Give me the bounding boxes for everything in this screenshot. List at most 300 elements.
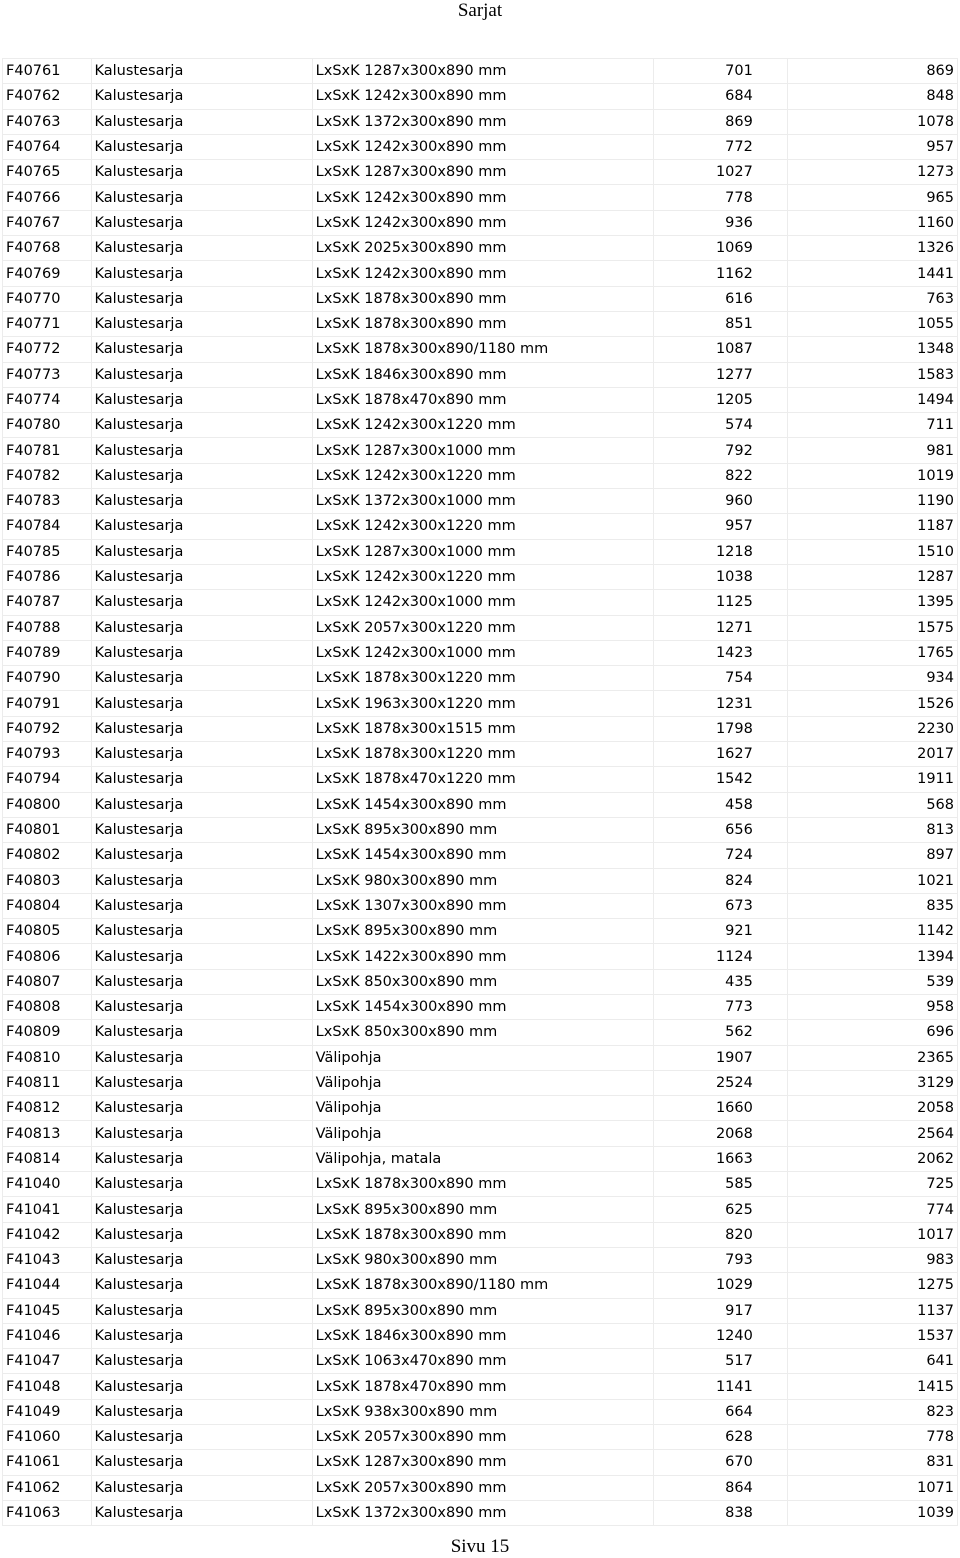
table-row [3, 994, 958, 1019]
table-row [3, 210, 958, 235]
price-vat-cell: 1287 [787, 564, 957, 589]
table-row [3, 1121, 958, 1146]
price-vat-cell: 2564 [787, 1121, 957, 1146]
product-type-cell: Kalustesarja [91, 185, 312, 210]
product-code-cell: F40768 [3, 236, 92, 261]
price-vat-cell: 539 [787, 969, 957, 994]
price-cell: 562 [654, 1020, 788, 1045]
price-vat-cell: 1765 [787, 640, 957, 665]
price-vat-cell: 869 [787, 59, 957, 84]
table-row [3, 1222, 958, 1247]
product-code-cell: F40792 [3, 716, 92, 741]
product-code-cell: F41041 [3, 1197, 92, 1222]
product-code-cell: F40804 [3, 893, 92, 918]
price-cell: 673 [654, 893, 788, 918]
product-code-cell: F40763 [3, 109, 92, 134]
product-type-cell: Kalustesarja [91, 1172, 312, 1197]
description-cell: LxSxK 895x300x890 mm [312, 817, 653, 842]
description-cell: Välipohja [312, 1121, 653, 1146]
table-row [3, 59, 958, 84]
price-vat-cell: 983 [787, 1247, 957, 1272]
table-row [3, 944, 958, 969]
product-code-cell: F40780 [3, 413, 92, 438]
product-code-cell: F40806 [3, 944, 92, 969]
price-cell: 1124 [654, 944, 788, 969]
description-cell: LxSxK 1242x300x890 mm [312, 84, 653, 109]
table-row [3, 413, 958, 438]
price-cell: 1798 [654, 716, 788, 741]
description-cell: LxSxK 1454x300x890 mm [312, 994, 653, 1019]
price-vat-cell: 965 [787, 185, 957, 210]
description-cell: LxSxK 895x300x890 mm [312, 1298, 653, 1323]
price-cell: 1205 [654, 387, 788, 412]
product-code-cell: F40805 [3, 919, 92, 944]
price-vat-cell: 774 [787, 1197, 957, 1222]
product-type-cell: Kalustesarja [91, 1273, 312, 1298]
table-row [3, 1273, 958, 1298]
description-cell: LxSxK 2057x300x890 mm [312, 1475, 653, 1500]
description-cell: LxSxK 1242x300x1220 mm [312, 514, 653, 539]
price-vat-cell: 1017 [787, 1222, 957, 1247]
product-code-cell: F40783 [3, 489, 92, 514]
price-vat-cell: 981 [787, 438, 957, 463]
table-row [3, 691, 958, 716]
page-title: Sarjat [457, 0, 503, 21]
price-vat-cell: 1137 [787, 1298, 957, 1323]
price-cell: 869 [654, 109, 788, 134]
product-code-cell: F40764 [3, 134, 92, 159]
table-row [3, 438, 958, 463]
price-cell: 820 [654, 1222, 788, 1247]
product-code-cell: F40766 [3, 185, 92, 210]
description-cell: LxSxK 1242x300x890 mm [312, 185, 653, 210]
description-cell: LxSxK 1878x300x890 mm [312, 1172, 653, 1197]
product-type-cell: Kalustesarja [91, 919, 312, 944]
product-type-cell: Kalustesarja [91, 438, 312, 463]
table-row [3, 1172, 958, 1197]
price-vat-cell: 641 [787, 1349, 957, 1374]
price-vat-cell: 778 [787, 1425, 957, 1450]
price-vat-cell: 1537 [787, 1323, 957, 1348]
product-type-cell: Kalustesarja [91, 640, 312, 665]
product-code-cell: F40802 [3, 843, 92, 868]
price-cell: 824 [654, 868, 788, 893]
product-type-cell: Kalustesarja [91, 413, 312, 438]
price-vat-cell: 1911 [787, 767, 957, 792]
product-type-cell: Kalustesarja [91, 666, 312, 691]
description-cell: LxSxK 1287x300x890 mm [312, 160, 653, 185]
description-cell: LxSxK 1242x300x1220 mm [312, 564, 653, 589]
table-row [3, 969, 958, 994]
price-cell: 838 [654, 1500, 788, 1525]
product-type-cell: Kalustesarja [91, 463, 312, 488]
price-vat-cell: 1583 [787, 362, 957, 387]
product-type-cell: Kalustesarja [91, 210, 312, 235]
price-cell: 1231 [654, 691, 788, 716]
price-cell: 1423 [654, 640, 788, 665]
description-cell: LxSxK 1878x300x1220 mm [312, 666, 653, 691]
product-type-cell: Kalustesarja [91, 236, 312, 261]
description-cell: LxSxK 938x300x890 mm [312, 1399, 653, 1424]
price-cell: 2524 [654, 1070, 788, 1095]
price-cell: 517 [654, 1349, 788, 1374]
product-type-cell: Kalustesarja [91, 362, 312, 387]
product-code-cell: F40770 [3, 286, 92, 311]
price-vat-cell: 848 [787, 84, 957, 109]
product-type-cell: Kalustesarja [91, 1399, 312, 1424]
description-cell: LxSxK 1287x300x890 mm [312, 59, 653, 84]
product-type-cell: Kalustesarja [91, 792, 312, 817]
price-cell: 921 [654, 919, 788, 944]
description-cell: Välipohja, matala [312, 1146, 653, 1171]
description-cell: LxSxK 1242x300x890 mm [312, 134, 653, 159]
price-cell: 1027 [654, 160, 788, 185]
product-code-cell: F41048 [3, 1374, 92, 1399]
product-code-cell: F40807 [3, 969, 92, 994]
description-cell: LxSxK 1242x300x890 mm [312, 210, 653, 235]
price-vat-cell: 1510 [787, 539, 957, 564]
description-cell: LxSxK 1372x300x1000 mm [312, 489, 653, 514]
table-row [3, 1399, 958, 1424]
price-vat-cell: 823 [787, 1399, 957, 1424]
price-vat-cell: 711 [787, 413, 957, 438]
price-vat-cell: 1055 [787, 311, 957, 336]
price-cell: 917 [654, 1298, 788, 1323]
price-cell: 773 [654, 994, 788, 1019]
price-vat-cell: 835 [787, 893, 957, 918]
price-vat-cell: 696 [787, 1020, 957, 1045]
description-cell: LxSxK 1307x300x890 mm [312, 893, 653, 918]
product-type-cell: Kalustesarja [91, 843, 312, 868]
description-cell: LxSxK 1287x300x1000 mm [312, 438, 653, 463]
price-cell: 1907 [654, 1045, 788, 1070]
price-cell: 1277 [654, 362, 788, 387]
description-cell: LxSxK 895x300x890 mm [312, 919, 653, 944]
product-code-cell: F40765 [3, 160, 92, 185]
product-code-cell: F41063 [3, 1500, 92, 1525]
description-cell: LxSxK 1878x300x890 mm [312, 311, 653, 336]
price-cell: 960 [654, 489, 788, 514]
product-code-cell: F40769 [3, 261, 92, 286]
table-row [3, 1197, 958, 1222]
price-cell: 1218 [654, 539, 788, 564]
table-row [3, 1323, 958, 1348]
price-cell: 625 [654, 1197, 788, 1222]
table-row [3, 362, 958, 387]
price-cell: 1542 [654, 767, 788, 792]
price-cell: 701 [654, 59, 788, 84]
description-cell: LxSxK 1846x300x890 mm [312, 362, 653, 387]
table-row [3, 1374, 958, 1399]
price-cell: 616 [654, 286, 788, 311]
description-cell: LxSxK 980x300x890 mm [312, 868, 653, 893]
description-cell: LxSxK 1422x300x890 mm [312, 944, 653, 969]
price-vat-cell: 2230 [787, 716, 957, 741]
table-row [3, 236, 958, 261]
product-code-cell: F40774 [3, 387, 92, 412]
table-row [3, 1425, 958, 1450]
price-vat-cell: 1071 [787, 1475, 957, 1500]
product-code-cell: F41047 [3, 1349, 92, 1374]
description-cell: LxSxK 1242x300x890 mm [312, 261, 653, 286]
price-vat-cell: 3129 [787, 1070, 957, 1095]
product-code-cell: F41043 [3, 1247, 92, 1272]
description-cell: LxSxK 1287x300x1000 mm [312, 539, 653, 564]
table-row [3, 1247, 958, 1272]
price-cell: 864 [654, 1475, 788, 1500]
price-vat-cell: 763 [787, 286, 957, 311]
price-cell: 1271 [654, 615, 788, 640]
table-row [3, 843, 958, 868]
price-vat-cell: 1575 [787, 615, 957, 640]
price-cell: 458 [654, 792, 788, 817]
price-cell: 1240 [654, 1323, 788, 1348]
description-cell: LxSxK 1878x300x890 mm [312, 286, 653, 311]
product-type-cell: Kalustesarja [91, 1323, 312, 1348]
product-type-cell: Kalustesarja [91, 817, 312, 842]
table-row [3, 84, 958, 109]
table-row [3, 261, 958, 286]
product-code-cell: F40790 [3, 666, 92, 691]
product-type-cell: Kalustesarja [91, 893, 312, 918]
page-number: Sivu 15 [450, 1536, 510, 1557]
table-body [3, 59, 958, 1526]
price-vat-cell: 1348 [787, 337, 957, 362]
table-row [3, 185, 958, 210]
description-cell: LxSxK 1878x300x890/1180 mm [312, 1273, 653, 1298]
product-code-cell: F40794 [3, 767, 92, 792]
table-row [3, 109, 958, 134]
product-code-cell: F41044 [3, 1273, 92, 1298]
price-vat-cell: 897 [787, 843, 957, 868]
description-cell: LxSxK 1372x300x890 mm [312, 109, 653, 134]
table-row [3, 1096, 958, 1121]
description-cell: LxSxK 1878x300x890/1180 mm [312, 337, 653, 362]
product-type-cell: Kalustesarja [91, 1374, 312, 1399]
price-cell: 936 [654, 210, 788, 235]
table-row [3, 387, 958, 412]
product-code-cell: F41049 [3, 1399, 92, 1424]
table-row [3, 286, 958, 311]
product-type-cell: Kalustesarja [91, 767, 312, 792]
product-type-cell: Kalustesarja [91, 564, 312, 589]
price-vat-cell: 934 [787, 666, 957, 691]
price-vat-cell: 957 [787, 134, 957, 159]
price-cell: 851 [654, 311, 788, 336]
product-type-cell: Kalustesarja [91, 615, 312, 640]
price-cell: 792 [654, 438, 788, 463]
product-type-cell: Kalustesarja [91, 994, 312, 1019]
description-cell: LxSxK 1287x300x890 mm [312, 1450, 653, 1475]
price-cell: 793 [654, 1247, 788, 1272]
table-row [3, 742, 958, 767]
product-code-cell: F40809 [3, 1020, 92, 1045]
product-type-cell: Kalustesarja [91, 691, 312, 716]
price-cell: 1038 [654, 564, 788, 589]
product-code-cell: F40801 [3, 817, 92, 842]
description-cell: LxSxK 1878x470x890 mm [312, 387, 653, 412]
table-row [3, 817, 958, 842]
product-type-cell: Kalustesarja [91, 1475, 312, 1500]
price-cell: 778 [654, 185, 788, 210]
product-type-cell: Kalustesarja [91, 337, 312, 362]
product-type-cell: Kalustesarja [91, 311, 312, 336]
price-vat-cell: 568 [787, 792, 957, 817]
product-type-cell: Kalustesarja [91, 1500, 312, 1525]
description-cell: LxSxK 980x300x890 mm [312, 1247, 653, 1272]
product-type-cell: Kalustesarja [91, 134, 312, 159]
price-vat-cell: 1326 [787, 236, 957, 261]
product-table [2, 58, 958, 1526]
product-type-cell: Kalustesarja [91, 868, 312, 893]
price-vat-cell: 1275 [787, 1273, 957, 1298]
price-vat-cell: 1078 [787, 109, 957, 134]
product-code-cell: F40772 [3, 337, 92, 362]
table-row [3, 1020, 958, 1045]
table-row [3, 539, 958, 564]
table-row [3, 463, 958, 488]
product-code-cell: F40813 [3, 1121, 92, 1146]
table-row [3, 337, 958, 362]
product-type-cell: Kalustesarja [91, 84, 312, 109]
product-code-cell: F40814 [3, 1146, 92, 1171]
product-type-cell: Kalustesarja [91, 261, 312, 286]
table-row [3, 590, 958, 615]
description-cell: LxSxK 1242x300x1000 mm [312, 640, 653, 665]
product-type-cell: Kalustesarja [91, 742, 312, 767]
price-cell: 1141 [654, 1374, 788, 1399]
description-cell: LxSxK 1878x300x1515 mm [312, 716, 653, 741]
table-row [3, 1045, 958, 1070]
price-cell: 1029 [654, 1273, 788, 1298]
price-vat-cell: 1190 [787, 489, 957, 514]
product-code-cell: F41062 [3, 1475, 92, 1500]
product-type-cell: Kalustesarja [91, 716, 312, 741]
product-code-cell: F41046 [3, 1323, 92, 1348]
product-code-cell: F40761 [3, 59, 92, 84]
table-row [3, 134, 958, 159]
product-type-cell: Kalustesarja [91, 969, 312, 994]
product-code-cell: F41060 [3, 1425, 92, 1450]
description-cell: Välipohja [312, 1096, 653, 1121]
product-type-cell: Kalustesarja [91, 539, 312, 564]
price-vat-cell: 1021 [787, 868, 957, 893]
description-cell: LxSxK 1878x300x890 mm [312, 1222, 653, 1247]
product-type-cell: Kalustesarja [91, 1450, 312, 1475]
product-type-cell: Kalustesarja [91, 489, 312, 514]
table-row [3, 919, 958, 944]
table-row [3, 640, 958, 665]
price-cell: 656 [654, 817, 788, 842]
description-cell: LxSxK 2057x300x890 mm [312, 1425, 653, 1450]
price-cell: 1087 [654, 337, 788, 362]
description-cell: LxSxK 1878x470x890 mm [312, 1374, 653, 1399]
description-cell: LxSxK 1963x300x1220 mm [312, 691, 653, 716]
product-code-cell: F41042 [3, 1222, 92, 1247]
product-type-cell: Kalustesarja [91, 1247, 312, 1272]
price-cell: 754 [654, 666, 788, 691]
price-cell: 1125 [654, 590, 788, 615]
description-cell: LxSxK 1242x300x1220 mm [312, 413, 653, 438]
table-row [3, 666, 958, 691]
table-row [3, 767, 958, 792]
price-cell: 574 [654, 413, 788, 438]
product-code-cell: F40771 [3, 311, 92, 336]
description-cell: LxSxK 2025x300x890 mm [312, 236, 653, 261]
product-code-cell: F40810 [3, 1045, 92, 1070]
price-vat-cell: 813 [787, 817, 957, 842]
price-cell: 435 [654, 969, 788, 994]
product-code-cell: F40793 [3, 742, 92, 767]
product-type-cell: Kalustesarja [91, 1222, 312, 1247]
product-type-cell: Kalustesarja [91, 514, 312, 539]
description-cell: LxSxK 850x300x890 mm [312, 1020, 653, 1045]
description-cell: LxSxK 1454x300x890 mm [312, 843, 653, 868]
product-type-cell: Kalustesarja [91, 1146, 312, 1171]
table-row [3, 489, 958, 514]
product-code-cell: F40767 [3, 210, 92, 235]
product-type-cell: Kalustesarja [91, 1045, 312, 1070]
price-vat-cell: 2365 [787, 1045, 957, 1070]
price-cell: 628 [654, 1425, 788, 1450]
price-cell: 1663 [654, 1146, 788, 1171]
price-vat-cell: 2058 [787, 1096, 957, 1121]
table-row [3, 1500, 958, 1525]
description-cell: LxSxK 1242x300x1220 mm [312, 463, 653, 488]
price-cell: 1627 [654, 742, 788, 767]
description-cell: LxSxK 1063x470x890 mm [312, 1349, 653, 1374]
product-type-cell: Kalustesarja [91, 1096, 312, 1121]
price-vat-cell: 1187 [787, 514, 957, 539]
product-type-cell: Kalustesarja [91, 387, 312, 412]
product-code-cell: F40787 [3, 590, 92, 615]
product-type-cell: Kalustesarja [91, 109, 312, 134]
product-code-cell: F41040 [3, 1172, 92, 1197]
product-code-cell: F40784 [3, 514, 92, 539]
price-vat-cell: 1273 [787, 160, 957, 185]
product-code-cell: F40788 [3, 615, 92, 640]
product-code-cell: F40789 [3, 640, 92, 665]
table-row [3, 1146, 958, 1171]
price-vat-cell: 2062 [787, 1146, 957, 1171]
price-vat-cell: 1494 [787, 387, 957, 412]
price-vat-cell: 1415 [787, 1374, 957, 1399]
price-cell: 724 [654, 843, 788, 868]
price-vat-cell: 1142 [787, 919, 957, 944]
price-cell: 585 [654, 1172, 788, 1197]
price-cell: 822 [654, 463, 788, 488]
product-type-cell: Kalustesarja [91, 1121, 312, 1146]
price-cell: 1069 [654, 236, 788, 261]
table-row [3, 564, 958, 589]
table-row [3, 1070, 958, 1095]
price-vat-cell: 725 [787, 1172, 957, 1197]
description-cell: Välipohja [312, 1070, 653, 1095]
description-cell: LxSxK 850x300x890 mm [312, 969, 653, 994]
product-code-cell: F40808 [3, 994, 92, 1019]
product-code-cell: F41061 [3, 1450, 92, 1475]
product-type-cell: Kalustesarja [91, 160, 312, 185]
price-cell: 670 [654, 1450, 788, 1475]
price-vat-cell: 2017 [787, 742, 957, 767]
table-row [3, 311, 958, 336]
description-cell: LxSxK 1372x300x890 mm [312, 1500, 653, 1525]
product-code-cell: F40812 [3, 1096, 92, 1121]
description-cell: LxSxK 1878x300x1220 mm [312, 742, 653, 767]
price-vat-cell: 1441 [787, 261, 957, 286]
price-vat-cell: 1160 [787, 210, 957, 235]
product-code-cell: F40785 [3, 539, 92, 564]
